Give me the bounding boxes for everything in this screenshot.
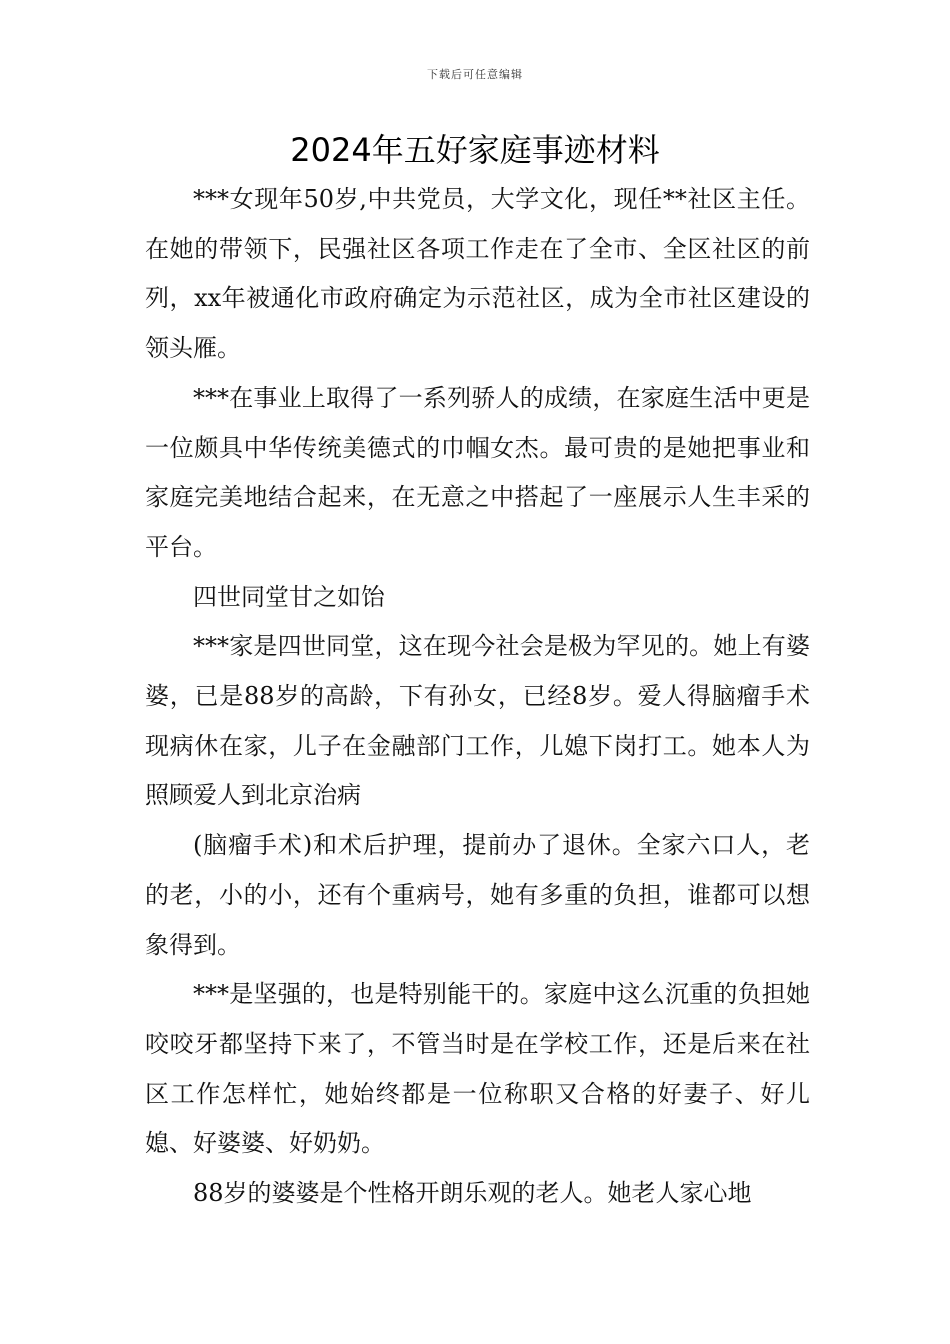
paragraph: 88岁的婆婆是个性格开朗乐观的老人。她老人家心地 — [193, 1179, 752, 1208]
header-note: 下载后可任意编辑 — [427, 68, 523, 81]
document-title: 2024年五好家庭事迹材料 — [290, 131, 660, 169]
section-heading: 四世同堂甘之如饴 — [193, 582, 385, 611]
document-body — [145, 175, 810, 1219]
paragraph: ***是坚强的，也是特别能干的。家庭中这么沉重的负担她咬咬牙都坚持下来了，不管当时是在学校工作，还是后来在社区工作怎样忙，她始终都是一位称职又合格的好妻子、好儿媳、好婆婆、好奶奶。 — [145, 980, 810, 1158]
paragraph: ***在事业上取得了一系列骄人的成绩，在家庭生活中更是一位颇具中华传统美德式的巾帼女杰。最可贵的是她把事业和家庭完美地结合起来，在无意之中搭起了一座展示人生丰采的平台。 — [145, 383, 810, 561]
paragraph: (脑瘤手术)和术后护理，提前办了退休。全家六口人，老的老，小的小，还有个重病号，她有多重的负担，谁都可以想象得到。 — [145, 831, 810, 959]
paragraph: ***女现年50岁,中共党员，大学文化，现任**社区主任。在她的带领下，民强社区各项工作走在了全市、全区社区的前列，xx年被通化市政府确定为示范社区，成为全市社区建设的领头雁。 — [145, 185, 810, 363]
paragraph: ***家是四世同堂，这在现今社会是极为罕见的。她上有婆婆，已是88岁的高龄，下有孙女，已经8岁。爱人得脑瘤手术现病休在家，儿子在金融部门工作，儿媳下岗打工。她本人为照顾爱人到北京治病 — [145, 632, 810, 810]
